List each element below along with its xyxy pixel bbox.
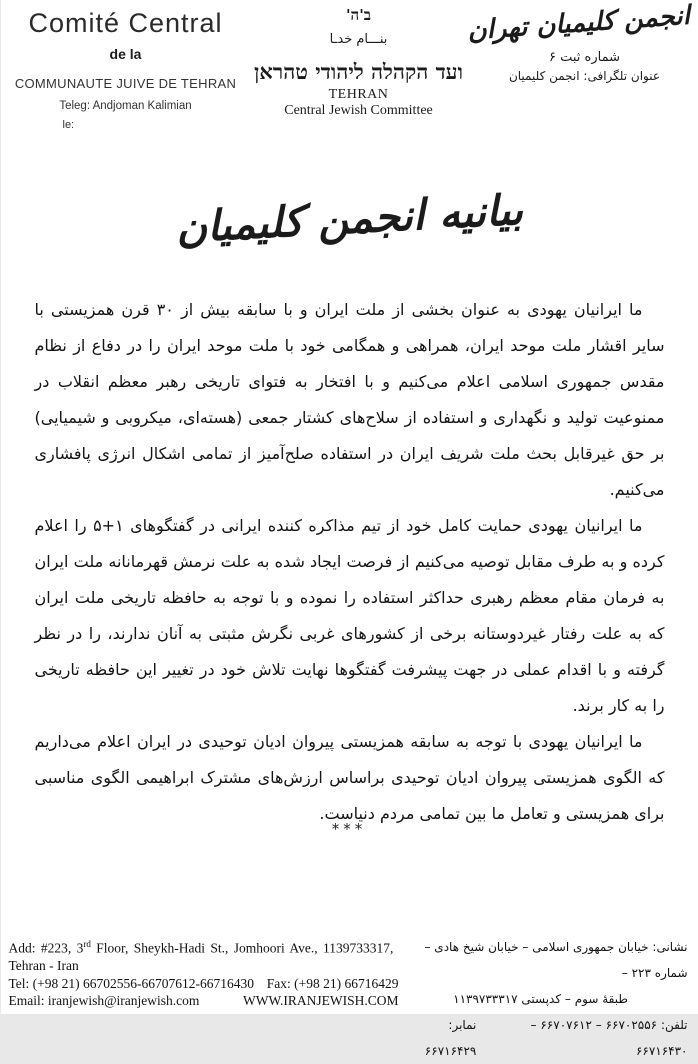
date-label-french: le: <box>62 119 75 131</box>
tel-fax-persian-row <box>394 1012 688 1064</box>
telephone-english: Tel: (+98 21) 66702556-66707612-66716430 <box>8 975 255 991</box>
paragraph-negotiations: ما ایرانیان یهودی حمایت کامل خود از تیم مذاکره کننده ایرانی در گفتگوهای ۱+۵ را اعلام کرده و به طرف مقابل توصیه می‌کنیم از فرصت ایجاد شده به علت نرمش قهرمانانه ملت ایران به فرمان مقام معظم رهبری حداکثر استفاده را نموده و با توجه به حافظه تاریخی ملت ایران که به علت رفتار غیردوستانه برخی از کشورهای غربی نگرش مثبتی به آنان ندارند، را در نظر گرفته و با اقدام عملی در جهت پیشرفت گفتگوها نهایت تلاش خود در تغییر این حافظه تاریخی را به کار برند. <box>34 516 665 715</box>
address-part1: Add: #223, 3 <box>8 940 84 956</box>
org-name-hebrew: ועד הקהלה ליהודי טהראן <box>254 59 463 84</box>
letterhead-persian-block <box>465 0 691 83</box>
address-part2: Floor, Sheykh-Hadi St., Jomhoori Ave., 1139733317, <box>90 940 394 956</box>
address-persian-line2: طبقهٔ سوم – کدپستی ۱۱۳۹۷۳۳۳۱۷ <box>453 992 628 1006</box>
telegraph-address-french: Teleg: Andjoman Kalimian <box>59 100 192 112</box>
footer-persian <box>394 934 688 1064</box>
letterhead-hebrew-block <box>251 6 467 119</box>
letter-page <box>1 0 698 1058</box>
org-name-persian-calligraphy: انجمن کلیمیان تهران <box>465 0 691 47</box>
tel-fax-row <box>9 975 399 993</box>
address-english <box>9 936 399 957</box>
telegraph-address-persian: عنوان تلگرافی: انجمن کلیمیان <box>508 69 661 83</box>
fax-english: Fax: (+98 21) 66716429 <box>266 975 399 991</box>
address-english-line2: Tehran - Iran <box>8 958 79 973</box>
hebrew-abbreviation: ב'ה' <box>345 6 372 24</box>
org-name-english: Central Jewish Committee <box>284 103 433 118</box>
statement-body <box>35 292 665 832</box>
org-name-french: COMMUNAUTE JUIVE DE TEHRAN <box>14 76 237 91</box>
telephone-persian: تلفن: ۶۶۷۰۲۵۵۶ – ۶۶۷۰۷۶۱۲ – ۶۶۷۱۶۴۳۰ <box>530 1018 688 1058</box>
email-address: Email: iranjewish@iranjewish.com <box>8 993 200 1008</box>
ordinal-suffix: rd <box>83 939 91 949</box>
org-subtitle-dela: de la <box>109 46 142 62</box>
end-asterisks: *** <box>331 820 367 838</box>
website-url: WWW.IRANJEWISH.COM <box>243 993 399 1008</box>
email-web-row <box>9 992 399 1010</box>
in-the-name-of-god: بنـــام خدـا <box>329 32 388 47</box>
org-title-french: Comité Central <box>28 8 223 38</box>
paragraph-abrahamic-model: ما ایرانیان یهودی با توجه به سابقه همزیستی پیروان ادیان توحیدی در ایران اعلام می‌داریم که الگوی همزیستی پیروان ادیان توحیدی براساس ارزش‌های مشترک ابراهیمی الگوی مناسبی برای همزیستی و تعامل ما بین تمامی مردم دنیاست. <box>34 732 665 823</box>
footer-english <box>9 936 399 1010</box>
statement-title-calligraphy: بیانیه انجمن کلیمیان <box>174 184 524 253</box>
registration-number: شماره ثبت ۶ <box>548 50 620 65</box>
letterhead-french-block <box>15 8 237 131</box>
fax-persian: نمابر: ۶۶۷۱۶۴۲۹ <box>424 1018 477 1058</box>
address-persian-line1: نشانی: خیابان جمهوری اسلامی – خیابان شیخ هادی – شماره ۲۲۳ – <box>424 940 688 980</box>
city-name: TEHRAN <box>328 87 389 102</box>
paragraph-coexistence: ما ایرانیان یهودی به عنوان بخشی از ملت ایران و با سابقه بیش از ۳۰ قرن همزیستی با سایر اقشار ملت موحد ایران، همراهی و همگامی خود با ملت موحد ایران را در دفاع از نظام مقدس جمهوری اسلامی اعلام می‌کنیم و با افتخار به فتوای تاریخی رهبر معظم انقلاب در ممنوعیت تولید و نگهداری و استفاده از سلاح‌های کشتار جمعی (هسته‌ای، میکروبی و شیمیایی) بر حق غیرقابل بحث ملت شریف ایران در استفاده صلح‌آمیز از تمامی اشکال انرژی پافشاری می‌کنیم. <box>34 300 665 499</box>
